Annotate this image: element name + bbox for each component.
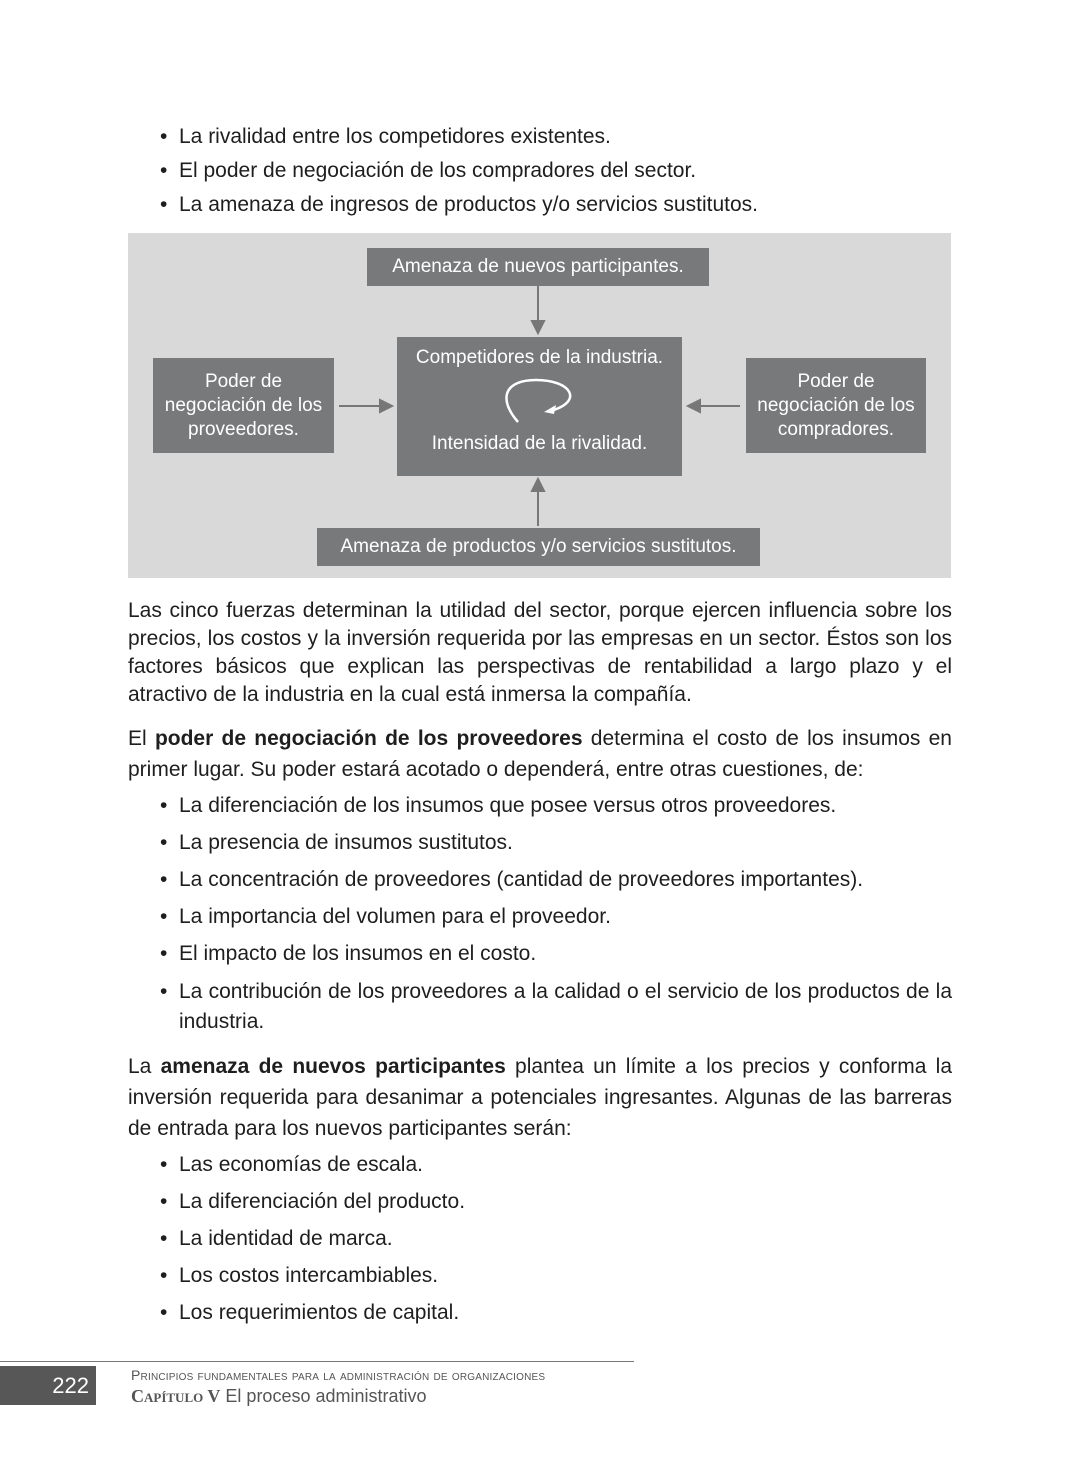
bullet-item: • La diferenciación de los insumos que posee versus otros proveedores. — [160, 791, 836, 821]
bullet-item: • La importancia del volumen para el proveedor. — [160, 902, 611, 932]
arrow-right-icon — [380, 400, 392, 412]
bullet-item: • El impacto de los insumos en el costo. — [160, 939, 536, 969]
bullet-item: • Los requerimientos de capital. — [160, 1298, 459, 1328]
arrow-up-icon — [532, 479, 544, 491]
bullet-item: • La amenaza de ingresos de productos y/o servicios sustitutos. — [160, 190, 758, 220]
paragraph: La amenaza de nuevos participantes plantea un límite a los precios y conforma la inversión requerida para desanimar a potenciales ingresantes. Algunas de las barreras de entrada para los nuevos participantes serán: — [128, 1055, 952, 1140]
page-number: 222 — [0, 1366, 96, 1405]
bullet-item: • Las economías de escala. — [160, 1150, 423, 1180]
bullet-item: • La identidad de marca. — [160, 1224, 393, 1254]
box-suppliers: Poder de negociación de los proveedores. — [153, 358, 334, 453]
chapter-line: Capítulo V El proceso administrativo — [131, 1386, 427, 1406]
competitors-label: Competidores de la industria. — [415, 347, 664, 368]
arrow-left-icon — [688, 400, 700, 412]
bullet-item: • La rivalidad entre los competidores existentes. — [160, 122, 611, 152]
bullet-item: • La diferenciación del producto. — [160, 1187, 465, 1217]
paragraph: Las cinco fuerzas determinan la utilidad del sector, porque ejercen influencia sobre los precios, los costos y la inversión requerida por las empresas en un sector. Éstos son los factores básicos que explican las perspectivas de rentabilidad a largo plazo y el atractivo de la industria en la cual está inmersa la compañía. — [128, 599, 952, 706]
footer-divider — [0, 1361, 634, 1362]
box-substitutes: Amenaza de productos y/o servicios sustitutos. — [317, 528, 760, 566]
box-buyers: Poder de negociación de los compradores. — [746, 358, 926, 453]
bullet-item: • La concentración de proveedores (cantidad de proveedores importantes). — [160, 865, 863, 895]
rivalry-label: Intensidad de la rivalidad. — [431, 433, 648, 454]
book-title: Principios fundamentales para la administración de organizaciones — [131, 1367, 546, 1383]
box-new-entrants: Amenaza de nuevos participantes. — [367, 248, 709, 286]
diagram-arrows — [128, 233, 951, 578]
bullet-item: • La presencia de insumos sustitutos. — [160, 828, 513, 858]
paragraph: El poder de negociación de los proveedores determina el costo de los insumos en primer lugar. Su poder estará acotado o dependerá, entre otras cuestiones, de: — [128, 727, 952, 781]
arrow-down-icon — [532, 321, 544, 333]
bullet-item: • El poder de negociación de los compradores del sector. — [160, 156, 696, 186]
bullet-item: • Los costos intercambiables. — [160, 1261, 438, 1291]
five-forces-diagram — [128, 233, 951, 578]
bullet-item: • La contribución de los proveedores a la calidad o el servicio de los productos de la industria. — [160, 977, 952, 1037]
